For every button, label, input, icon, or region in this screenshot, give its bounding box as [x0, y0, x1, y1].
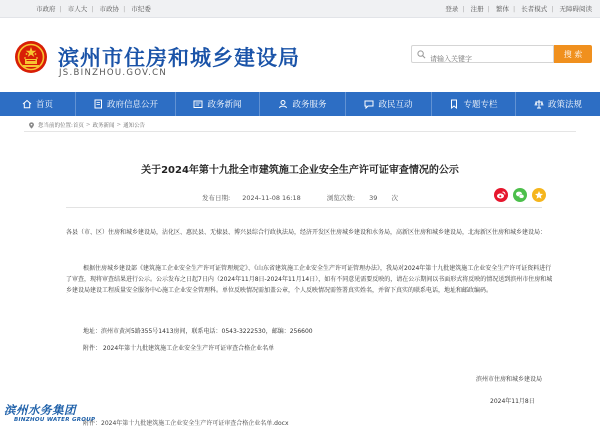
breadcrumb-news[interactable]: 政务新闻 [92, 123, 115, 129]
nav-item-gov-info[interactable] [76, 92, 176, 116]
chat-icon [364, 99, 374, 109]
article-paragraph-body: 根据住房城乡建设部《建筑施工企业安全生产许可证管理规定》、《山东省建筑施工企业安全生产许可证管理办法》，我局对2024年第十九批建筑施工企业安全生产许可证资料进行了审查，现将审查结果进行公示。公示发布之日起7日内（2024年11月8日-2024年11月14日），如有不同意见需要反映的，请在公示期间以书面形式将反映的情况送到滨州市住房和城乡建设局建设工程质量安全服务中心施工企业安全管理科。单位反映情况需加盖公章，个人反映情况需签署真实姓名，并留下真实的联系电话，地址和邮政编码。 [66, 265, 553, 294]
breadcrumb-prefix: 您当前的位置: [38, 123, 73, 129]
breadcrumb-notices[interactable]: 通知公告 [123, 123, 146, 129]
home-icon [22, 99, 32, 109]
views-label: 浏览次数: [326, 194, 356, 202]
search-button[interactable]: 搜 索 [554, 45, 592, 63]
article-title: 关于2024年第十九批全市建筑施工企业安全生产许可证审查情况的公示 [141, 165, 459, 176]
site-domain: JS.BINZHOU.GOV.CN [59, 68, 168, 78]
share-buttons [489, 188, 546, 202]
nav-item-label: 政务新闻 [207, 100, 242, 110]
water-group-logo-en: BINZHOU WATER GROUP [14, 417, 96, 423]
breadcrumb: 您当前的位置: 首页 > 政务新闻 > 通知公告 [28, 121, 145, 129]
nav-item-label: 政务服务 [292, 100, 327, 110]
signature-date: 2024年11月8日 [490, 398, 535, 405]
search-icon [417, 50, 426, 59]
top-left-links: 市政府 | 市人大 | 市政协 | 市纪委 [36, 5, 151, 13]
signature-organization: 滨州市住房和城乡建设局 [476, 376, 543, 383]
qzone-star-icon [534, 190, 544, 200]
water-group-logo-cn: 滨州水务集团 [4, 403, 76, 417]
nav-item-special-topics[interactable] [432, 92, 516, 116]
site-header [0, 18, 600, 92]
views-count: 39 [369, 194, 378, 202]
location-icon [28, 122, 35, 129]
nav-item-interaction[interactable] [346, 92, 432, 116]
publish-date: 2024-11-08 16:18 [242, 194, 301, 202]
article-attachment-line: 附件： 2024年第十九批建筑施工企业安全生产许可证审查合格企业名单 [83, 345, 275, 352]
weibo-icon [496, 190, 506, 200]
main-nav [0, 92, 600, 116]
top-links-bar [0, 0, 600, 18]
search-box [411, 45, 554, 63]
views-unit: 次 [391, 194, 398, 202]
nav-item-label: 专题专栏 [463, 100, 498, 110]
breadcrumb-divider [24, 131, 576, 132]
traditional-chinese-link[interactable]: 繁体 [495, 5, 509, 13]
bookmark-icon [449, 99, 459, 109]
register-link[interactable]: 注册 [470, 5, 484, 13]
top-right-links: 登录 | 注册 | 繁体 | 长者模式 | 无障碍阅读 [445, 5, 592, 13]
publish-date-label: 发布日期: [202, 194, 231, 202]
link-city-government[interactable]: 市政府 [36, 5, 56, 13]
meta-divider [66, 207, 542, 208]
link-city-discipline[interactable]: 市纪委 [131, 5, 151, 13]
service-icon [278, 99, 288, 109]
wechat-icon [515, 190, 525, 200]
document-icon [93, 99, 103, 109]
accessibility-link[interactable]: 无障碍阅读 [559, 5, 592, 13]
nav-item-label: 政府信息公开 [106, 100, 158, 110]
attachment-download-link[interactable]: 附件：2024年第十九批建筑施工企业安全生产许可证审查合格企业名单.docx [83, 420, 289, 427]
nav-item-label: 政民互动 [378, 100, 413, 110]
nav-item-label: 首页 [35, 100, 53, 110]
water-group-logo [4, 400, 122, 432]
nav-item-services[interactable] [260, 92, 346, 116]
news-icon [193, 99, 203, 109]
elder-mode-link[interactable]: 长者模式 [521, 5, 548, 13]
national-emblem-icon [14, 40, 48, 74]
nav-item-regulations[interactable] [516, 92, 600, 116]
article-paragraph-recipients: 各县（市、区）住房和城乡建设局，沾化区、惠民县、无棣县、博兴县综合行政执法局，经济开发区住房城乡建设和水务局，高新区住房和城乡建设局，北海新区住房和城乡建设局： [66, 229, 547, 236]
wechat-share-button[interactable] [513, 188, 527, 202]
law-icon [534, 99, 544, 109]
nav-item-news[interactable] [176, 92, 260, 116]
login-link[interactable]: 登录 [445, 5, 459, 13]
article-contact-info: 地址：滨州市黄河5路355号1413房间，联系电话：0543-3222530，邮编：256600 [83, 328, 313, 335]
site-title: 滨州市住房和城乡建设局 [58, 46, 300, 70]
nav-item-home[interactable] [0, 92, 76, 116]
search-input[interactable] [412, 51, 553, 67]
weibo-share-button[interactable] [494, 188, 508, 202]
breadcrumb-home[interactable]: 首页 [72, 123, 84, 129]
link-city-cppcc[interactable]: 市政协 [99, 5, 120, 13]
nav-item-label: 政策法规 [547, 100, 582, 110]
qzone-share-button[interactable] [532, 188, 546, 202]
link-city-congress[interactable]: 市人大 [67, 5, 88, 13]
